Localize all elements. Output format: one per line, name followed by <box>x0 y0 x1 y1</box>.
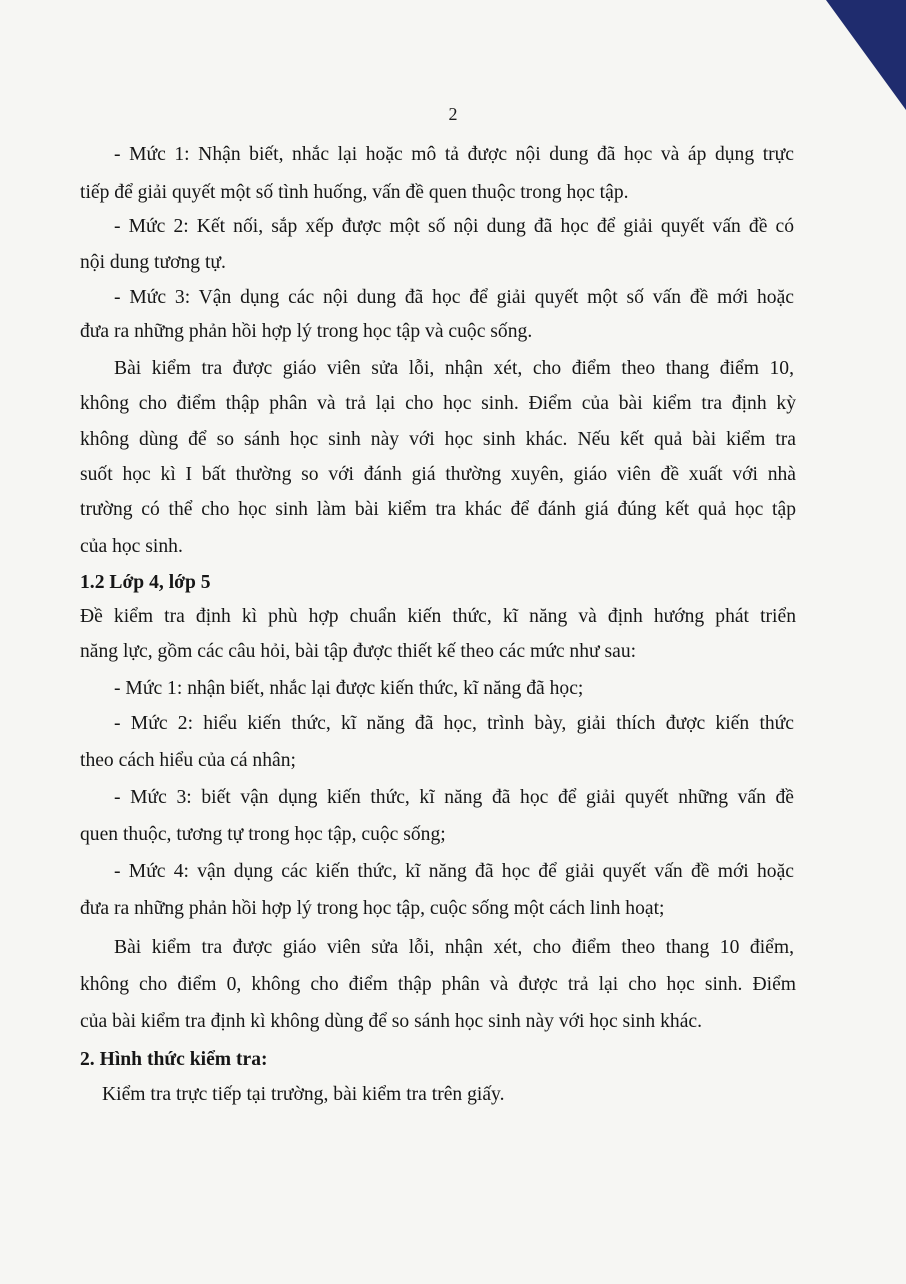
text-line: không cho điểm 0, không cho điểm thập phân và được trả lại cho học sinh. Điểm <box>80 974 796 995</box>
text-line: tiếp để giải quyết một số tình huống, vấn đề quen thuộc trong học tập. <box>80 182 629 203</box>
text-line: - Mức 2: Kết nối, sắp xếp được một số nội dung đã học để giải quyết vấn đề có <box>114 216 794 237</box>
text-line: suốt học kì I bất thường so với đánh giá thường xuyên, giáo viên đề xuất với nhà <box>80 464 796 485</box>
page-number: 2 <box>448 104 458 124</box>
section-heading: 1.2 Lớp 4, lớp 5 <box>80 572 211 593</box>
text-line: của bài kiểm tra định kì không dùng để so sánh học sinh này với học sinh khác. <box>80 1011 703 1032</box>
text-line: - Mức 4: vận dụng các kiến thức, kĩ năng đã học để giải quyết vấn đề mới hoặc <box>114 861 794 882</box>
text-line: - Mức 3: Vận dụng các nội dung đã học để giải quyết một số vấn đề mới hoặc <box>114 287 794 308</box>
text-line: - Mức 1: nhận biết, nhắc lại được kiến thức, kĩ năng đã học; <box>114 678 584 699</box>
text-line: quen thuộc, tương tự trong học tập, cuộc sống; <box>80 824 446 845</box>
text-line: Đề kiểm tra định kì phù hợp chuẩn kiến thức, kĩ năng và định hướng phát triển <box>80 606 796 627</box>
text-line: đưa ra những phản hồi hợp lý trong học tập và cuộc sống. <box>80 321 533 342</box>
text-line: Bài kiểm tra được giáo viên sửa lỗi, nhận xét, cho điểm theo thang 10 điểm, <box>114 937 794 958</box>
text-line: - Mức 1: Nhận biết, nhắc lại hoặc mô tả được nội dung đã học và áp dụng trực <box>114 144 794 165</box>
text-line: trường có thể cho học sinh làm bài kiểm tra khác để đánh giá đúng kết quả học tập <box>80 499 796 520</box>
text-line: không dùng để so sánh học sinh này với học sinh khác. Nếu kết quả bài kiểm tra <box>80 429 796 450</box>
text-line: Bài kiểm tra được giáo viên sửa lỗi, nhận xét, cho điểm theo thang điểm 10, <box>114 358 794 379</box>
text-line: - Mức 2: hiểu kiến thức, kĩ năng đã học, trình bày, giải thích được kiến thức <box>114 713 794 734</box>
text-line: - Mức 3: biết vận dụng kiến thức, kĩ năng đã học để giải quyết những vấn đề <box>114 787 794 808</box>
text-line: theo cách hiểu của cá nhân; <box>80 750 296 771</box>
text-line: không cho điểm thập phân và trả lại cho học sinh. Điểm của bài kiểm tra định kỳ <box>80 393 796 414</box>
text-line: đưa ra những phản hồi hợp lý trong học tập, cuộc sống một cách linh hoạt; <box>80 898 665 919</box>
text-line: Kiểm tra trực tiếp tại trường, bài kiểm tra trên giấy. <box>102 1084 505 1105</box>
text-line: nội dung tương tự. <box>80 252 226 273</box>
text-line: năng lực, gồm các câu hỏi, bài tập được thiết kế theo các mức như sau: <box>80 641 637 662</box>
section-heading: 2. Hình thức kiểm tra: <box>80 1049 268 1070</box>
text-line: của học sinh. <box>80 536 183 557</box>
